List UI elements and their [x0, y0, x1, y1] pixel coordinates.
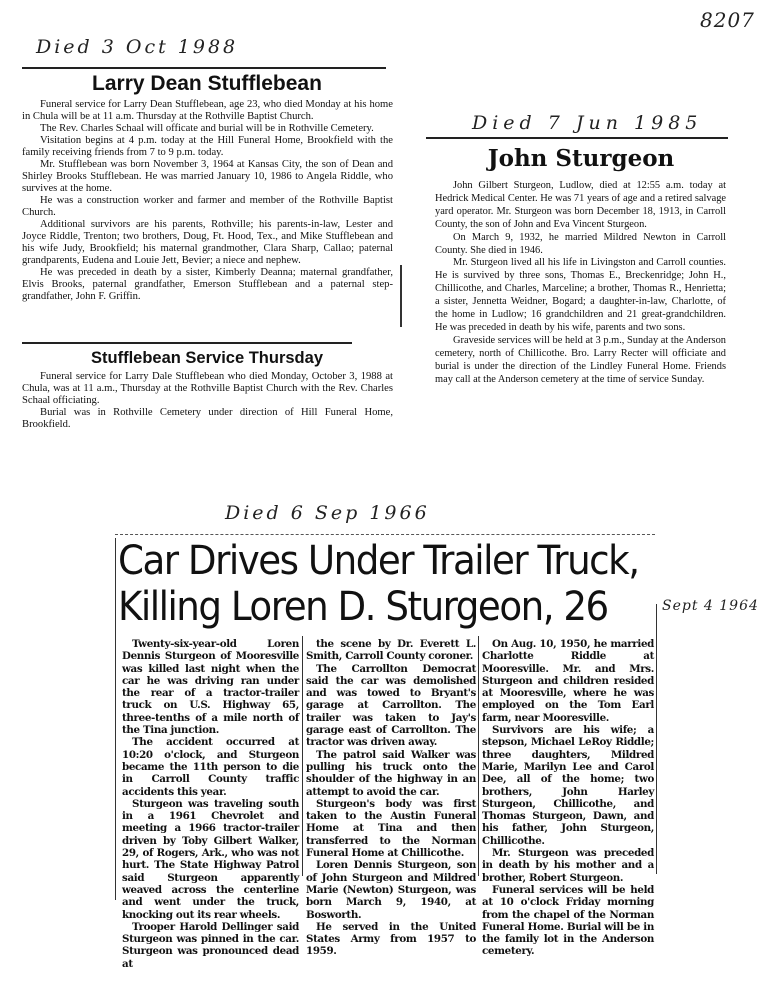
obituary-body [22, 99, 393, 303]
divider [426, 137, 728, 139]
handwritten-date: Died 6 Sep 1966 [225, 502, 430, 524]
paragraph: Mr. Sturgeon was preceded in death by his mother and a brother, Robert Sturgeon. [482, 847, 654, 884]
article-title: Stufflebean Service Thursday [91, 349, 323, 367]
obituary-body [435, 180, 726, 387]
handwritten-date: Died 7 Jun 1985 [472, 112, 703, 134]
paragraph: Funeral services will be held at 10 o'clock Friday morning from the chapel of the Norman Funeral Home. Burial will be in the family lot in the Anderson cemetery. [482, 883, 654, 958]
paragraph: Trooper Harold Dellinger said Sturgeon was pinned in the car. Sturgeon was pronounced dead at [122, 920, 299, 970]
dashed-divider [115, 534, 655, 535]
headline-line-1: Car Drives Under Trailer Truck, [118, 538, 639, 584]
paragraph: Mr. Sturgeon lived all his life in Livingston and Carroll counties. He is survived by three sons, Thomas E., Breckenridge; John H., Chillicothe, and Charles, Marceline; a brother, Thomas R., Henrietta; a sister, Jennetta Weidner, Bogard; a daughter-in-law, Charlotte, of the home in Ludlow; 16 grandchildren and 21 great-grandchildren. He was preceded in death by his wife, parents and two sons. [435, 257, 726, 333]
paragraph: Visitation begins at 4 p.m. today at the Hill Funeral Home, Brookfield with the family receiving friends from 7 to 9 p.m. today. [22, 135, 393, 158]
article-column-2 [306, 638, 476, 958]
handwritten-note: Sept 4 1964 [662, 598, 759, 614]
paragraph: Loren Dennis Sturgeon, son of John Sturgeon and Mildred Marie (Newton) Sturgeon, was born March 9, 1940, at Bosworth. [306, 859, 476, 921]
divider [22, 67, 386, 69]
paragraph: He was preceded in death by a sister, Kimberly Deanna; maternal grandfather, Elvis Brooks, paternal grandfather, Emerson Stufflebean and a paternal step-grandfather, John F. Griffin. [22, 267, 393, 302]
article-column-3 [482, 638, 654, 958]
paragraph: Sturgeon was traveling south in a 1961 Chevrolet and meeting a 1966 tractor-trailer driven by Toby Gilbert Walker, 29, of Rogers, Ark., who was not hurt. The State Highway Patrol said Sturgeon apparently weaved across the centerline and went under the truck, knocking out its rear wheels. [122, 797, 299, 921]
paragraph: Additional survivors are his parents, Rothville; his parents-in-law, Lester and Joyce Riddle, Trenton; two brothers, Doug, Ft. Hood, Tex., and Mike Stufflebean and his wife Judy, Brookfield; his maternal grandmother, Clara Sharp, Callao; paternal grandparents, Eudena and Louie Jett, Bevier; a niece and nephew. [22, 219, 393, 266]
paragraph: He was a construction worker and farmer and member of the Rothville Baptist Church. [22, 195, 393, 218]
article-body [22, 371, 393, 431]
paragraph: The accident occurred at 10:20 o'clock, and Sturgeon became the 11th person to die in Carroll County traffic accidents this year. [122, 736, 299, 798]
column-divider [302, 636, 303, 876]
divider [22, 342, 352, 344]
page-number-handwritten: 8207 [700, 8, 755, 32]
paragraph: Mr. Stufflebean was born November 3, 1964 at Kansas City, the son of Dean and Shirley Brooks Stufflebean. He was married January 10, 1986 to Angela Riddle, who survives at the home. [22, 159, 393, 194]
paragraph: On March 9, 1932, he married Mildred Newton in Carroll County. She died in 1946. [435, 231, 726, 256]
paragraph: The Rev. Charles Schaal will officate and burial will be in Rothville Cemetery. [40, 123, 374, 134]
headline-line-2: Killing Loren D. Sturgeon, 26 [118, 584, 608, 630]
paragraph: John Gilbert Sturgeon, Ludlow, died at 12:55 a.m. today at Hedrick Medical Center. He was 71 years of age and a retired salvage yard operator. Mr. Sturgeon was born December 18, 1913, in Carroll County, the son of John and Eva Vincent Sturgeon. [435, 180, 726, 230]
paragraph: Funeral service for Larry Dale Stufflebean who died Monday, October 3, 1988 at Chula, was at 11 a.m., Thursday at the Rothville Baptist Church with the Rev. Charles Schaal officiating. [22, 371, 393, 406]
paragraph: He served in the United States Army from 1957 to 1959. [306, 920, 476, 958]
paragraph: the scene by Dr. Everett L. Smith, Carroll County coroner. [306, 638, 476, 663]
handwritten-date: Died 3 Oct 1988 [36, 36, 239, 58]
obituary-title: John Sturgeon [487, 145, 675, 172]
paragraph: The Carrollton Democrat said the car was demolished and was towed to Bryant's garage at Carrollton. The trailer was taken to Jay's garage east of Carrollton. The tractor was driven away. [306, 662, 476, 749]
clip-border [115, 538, 116, 900]
clip-border [656, 604, 657, 874]
article-column-1 [122, 638, 299, 970]
paragraph: Survivors are his wife; a stepson, Michael LeRoy Riddle; three daughters, Mildred Marie, Marilyn Lee and Carol Dee, all of the home; two brothers, John Harley Sturgeon, Chillicothe, and Thomas Sturgeon, Dawn, and his father, John Sturgeon, Chillicothe. [482, 724, 654, 847]
obituary-title: Larry Dean Stufflebean [92, 72, 322, 95]
column-divider [478, 636, 479, 876]
paragraph: Graveside services will be held at 3 p.m., Sunday at the Anderson cemetery, north of Chillicothe. Bro. Larry Recter will officiate and burial is under the direction of the Lindley Funeral Home. Friends may call at the Anderson cemetery at the time of service Sunday. [435, 334, 726, 385]
paragraph: On Aug. 10, 1950, he married Charlotte Riddle at Mooresville. Mr. and Mrs. Sturgeon and children resided at Mooresville, where he was employed on the Tom Earl farm, near Mooresville. [482, 638, 654, 724]
paragraph: Twenty-six-year-old Loren Dennis Sturgeon of Mooresville was killed last night when the car he was driving ran under the rear of a tractor-trailer truck on U.S. Highway 65, three-tenths of a mile north of the Tina junction. [122, 638, 299, 737]
paragraph: Sturgeon's body was first taken to the Austin Funeral Home at Tina and then transferred to the Norman Funeral Home at Chillicothe. [306, 797, 476, 860]
paragraph: The patrol said Walker was pulling his truck onto the shoulder of the highway in an attempt to avoid the car. [306, 748, 476, 798]
paragraph: Burial was in Rothville Cemetery under direction of Hill Funeral Home, Brookfield. [22, 407, 393, 430]
paragraph: Funeral service for Larry Dean Stufflebean, age 23, who died Monday at his home in Chula will be at 11 a.m. Thursday at the Rothville Baptist Church. [22, 99, 393, 122]
margin-mark [400, 265, 402, 327]
